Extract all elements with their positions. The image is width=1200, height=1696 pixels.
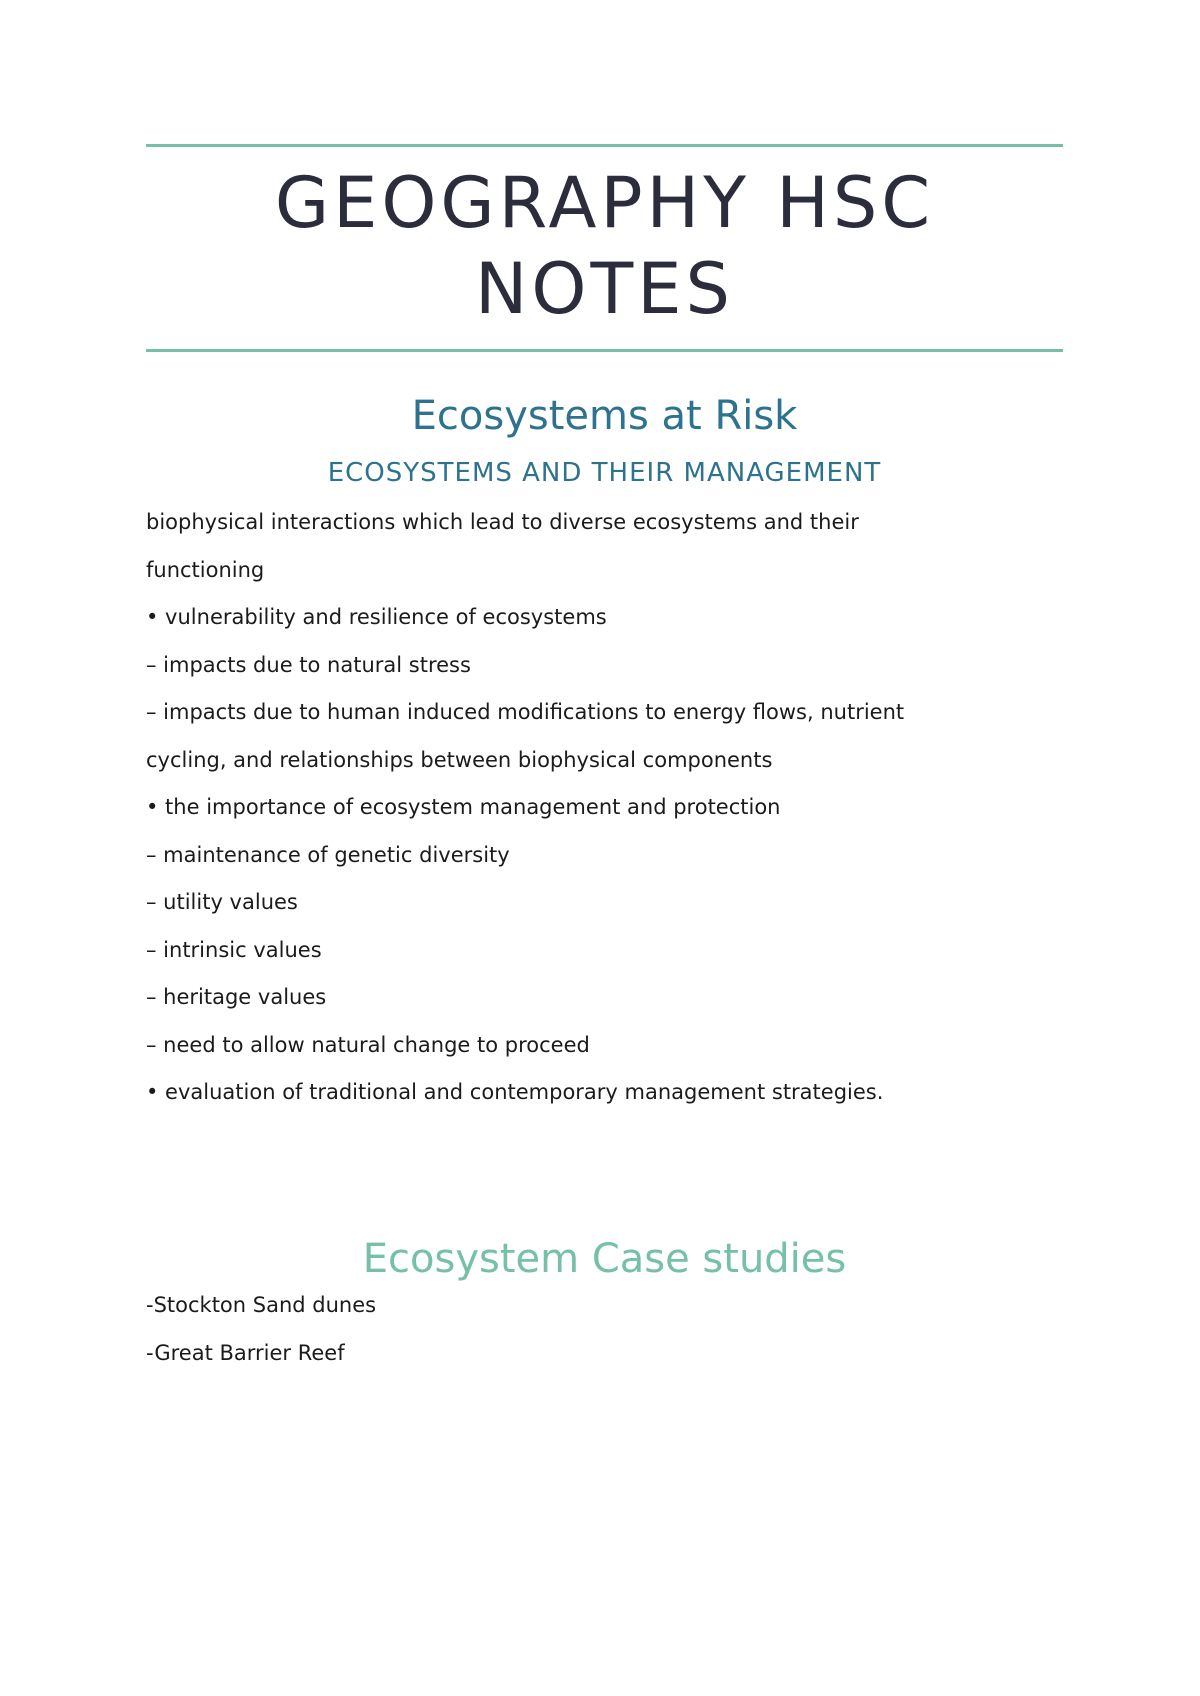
body-line: • the importance of ecosystem management and protection xyxy=(146,795,781,819)
case-study-item: -Stockton Sand dunes xyxy=(146,1293,377,1317)
body-line: functioning xyxy=(146,557,265,582)
body-line: – impacts due to human induced modifications to energy flows, nutrient xyxy=(146,700,905,724)
body-line: biophysical interactions which lead to diverse ecosystems and their xyxy=(146,510,859,534)
body-line: – utility values xyxy=(146,890,298,914)
syllabus-list xyxy=(146,503,1063,1121)
title-top-rule xyxy=(146,144,1063,147)
body-line: – heritage values xyxy=(146,985,327,1009)
case-studies-heading: Ecosystem Case studies xyxy=(362,1236,847,1282)
section-heading: Ecosystems at Risk xyxy=(411,393,798,439)
case-studies-list xyxy=(146,1286,1063,1381)
body-line: – impacts due to natural stress xyxy=(146,652,471,677)
document-title xyxy=(146,160,1063,332)
body-line: – intrinsic values xyxy=(146,937,322,962)
body-line: – maintenance of genetic diversity xyxy=(146,842,510,867)
subheading: ECOSYSTEMS AND THEIR MANAGEMENT xyxy=(327,458,882,488)
title-line-1: GEOGRAPHY HSC xyxy=(274,162,935,244)
body-line: • evaluation of traditional and contemporary management strategies. xyxy=(146,1080,884,1104)
case-study-item: -Great Barrier Reef xyxy=(146,1340,345,1365)
title-bottom-rule xyxy=(146,349,1063,352)
body-line: • vulnerability and resilience of ecosystems xyxy=(146,605,607,629)
title-line-2: NOTES xyxy=(475,248,734,330)
body-line: cycling, and relationships between biophysical components xyxy=(146,747,773,772)
body-line: – need to allow natural change to proceed xyxy=(146,1032,590,1057)
